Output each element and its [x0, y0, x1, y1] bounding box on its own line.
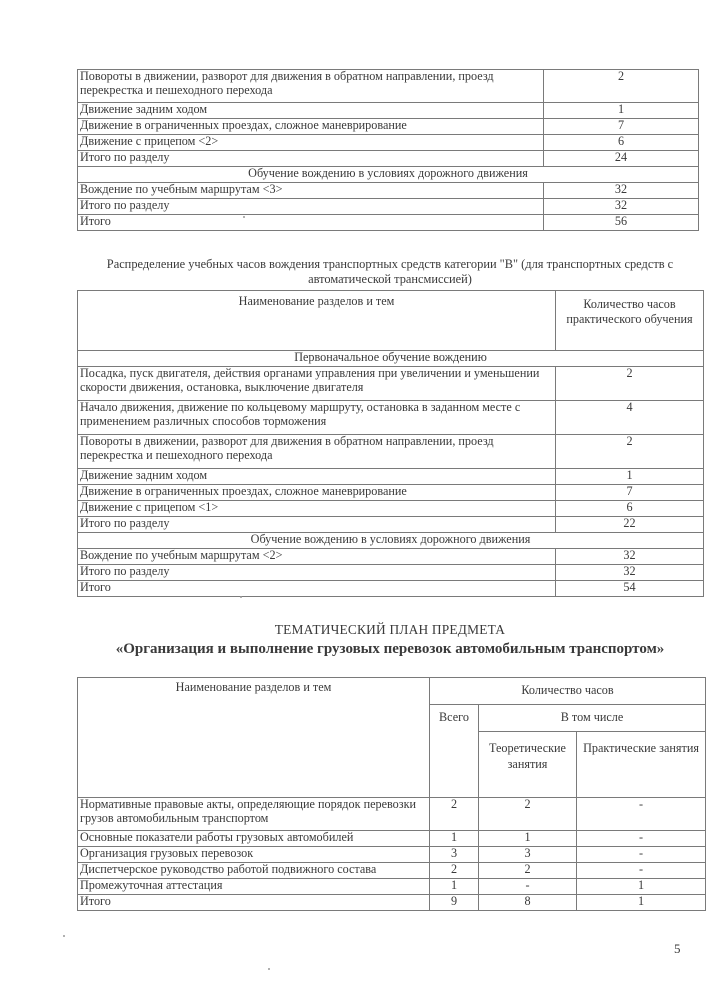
column-header-hours: Количество часов	[430, 678, 706, 705]
table-row	[78, 485, 704, 501]
theory-hours: 3	[479, 847, 577, 863]
hours-value: 6	[556, 501, 704, 517]
hours-value: 7	[544, 119, 699, 135]
topic-name: Промежуточная аттестация	[78, 879, 430, 895]
topic-name: Итого по разделу	[78, 151, 544, 167]
hours-value: 2	[544, 70, 699, 103]
table-row	[78, 895, 706, 911]
topic-name: Итого	[78, 215, 544, 231]
table-row	[78, 119, 699, 135]
practice-hours: 1	[577, 879, 706, 895]
hours-value: 32	[556, 565, 704, 581]
column-header-practical-hours: Количество часов практического обучения	[556, 291, 704, 351]
section-title: Первоначальное обучение вождению	[78, 351, 704, 367]
topic-name: Организация грузовых перевозок	[78, 847, 430, 863]
total-hours: 2	[430, 863, 479, 879]
column-header-sections: Наименование разделов и тем	[78, 291, 556, 351]
topic-name: Повороты в движении, разворот для движения в обратном направлении, проезд перекрестка и пешеходного перехода	[78, 70, 544, 103]
hours-value: 2	[556, 435, 704, 469]
hours-value: 4	[556, 401, 704, 435]
total-hours: 3	[430, 847, 479, 863]
theory-hours: 8	[479, 895, 577, 911]
table-row	[78, 469, 704, 485]
hours-value: 1	[544, 103, 699, 119]
topic-name: Вождение по учебным маршрутам <3>	[78, 183, 544, 199]
table-row	[78, 517, 704, 533]
topic-name: Итого по разделу	[78, 565, 556, 581]
section-row	[78, 167, 699, 183]
column-header-sections: Наименование разделов и тем	[78, 678, 430, 798]
column-header-total: Всего	[430, 705, 479, 798]
theory-hours: 2	[479, 798, 577, 831]
hours-value: 24	[544, 151, 699, 167]
table-row	[78, 879, 706, 895]
topic-name: Начало движения, движение по кольцевому маршруту, остановка в заданном месте с применением различных способов торможения	[78, 401, 556, 435]
driving-hours-table-automatic	[77, 290, 704, 597]
hours-value: 32	[544, 199, 699, 215]
section-title: Обучение вождению в условиях дорожного движения	[78, 167, 699, 183]
topic-name: Основные показатели работы грузовых автомобилей	[78, 831, 430, 847]
table-row	[78, 199, 699, 215]
table-row	[78, 847, 706, 863]
total-hours: 1	[430, 831, 479, 847]
table-row	[78, 70, 699, 103]
table-row	[78, 435, 704, 469]
topic-name: Повороты в движении, разворот для движения в обратном направлении, проезд перекрестка и пешеходного перехода	[78, 435, 556, 469]
table-row	[78, 151, 699, 167]
practice-hours: -	[577, 863, 706, 879]
table-row	[78, 367, 704, 401]
subject-title: «Организация и выполнение грузовых перевозок автомобильным транспортом»	[115, 641, 665, 657]
table-row	[78, 501, 704, 517]
practice-hours: -	[577, 831, 706, 847]
table-row	[78, 135, 699, 151]
table-row	[78, 863, 706, 879]
scan-speck	[63, 935, 65, 937]
hours-value: 2	[556, 367, 704, 401]
table-row	[78, 401, 704, 435]
column-header-theory: Теоретические занятия	[479, 732, 577, 798]
theory-hours: -	[479, 879, 577, 895]
column-header-practice: Практические занятия	[577, 732, 706, 798]
topic-name: Вождение по учебным маршрутам <2>	[78, 549, 556, 565]
scan-speck	[268, 968, 270, 970]
table-row	[78, 831, 706, 847]
topic-name: Итого	[78, 895, 430, 911]
table-row	[78, 103, 699, 119]
theory-hours: 2	[479, 863, 577, 879]
hours-value: 7	[556, 485, 704, 501]
thematic-plan-heading: ТЕМАТИЧЕСКИЙ ПЛАН ПРЕДМЕТА	[274, 622, 506, 637]
topic-name: Диспетчерское руководство работой подвижного состава	[78, 863, 430, 879]
topic-name: Итого по разделу	[78, 199, 544, 215]
table-caption-category-b-automatic: Распределение учебных часов вождения транспортных средств категории "B" (для транспортных средств с автоматической трансмиссией)	[106, 257, 674, 286]
practice-hours: -	[577, 847, 706, 863]
hours-value: 22	[556, 517, 704, 533]
topic-name: Движение в ограниченных проездах, сложное маневрирование	[78, 119, 544, 135]
topic-name: Итого	[78, 581, 556, 597]
hours-value: 1	[556, 469, 704, 485]
topic-name: Движение с прицепом <2>	[78, 135, 544, 151]
hours-value: 54	[556, 581, 704, 597]
table-row	[78, 565, 704, 581]
column-header-including: В том числе	[479, 705, 706, 732]
topic-name: Движение в ограниченных проездах, сложное маневрирование	[78, 485, 556, 501]
table-row	[78, 549, 704, 565]
practice-hours: -	[577, 798, 706, 831]
total-hours: 9	[430, 895, 479, 911]
hours-value: 6	[544, 135, 699, 151]
page-number: 5	[674, 941, 681, 956]
scan-speck	[243, 216, 245, 218]
thematic-plan-table	[77, 677, 706, 911]
topic-name: Движение задним ходом	[78, 103, 544, 119]
section-row	[78, 533, 704, 549]
topic-name: Итого по разделу	[78, 517, 556, 533]
topic-name: Посадка, пуск двигателя, действия органами управления при увеличении и уменьшении скорости движения, остановка, выключение двигателя	[78, 367, 556, 401]
section-row	[78, 351, 704, 367]
hours-value: 56	[544, 215, 699, 231]
table-row	[78, 581, 704, 597]
topic-name: Движение с прицепом <1>	[78, 501, 556, 517]
hours-value: 32	[556, 549, 704, 565]
driving-hours-table-continued	[77, 69, 699, 231]
topic-name: Движение задним ходом	[78, 469, 556, 485]
scan-speck	[240, 596, 242, 598]
total-hours: 2	[430, 798, 479, 831]
topic-name: Нормативные правовые акты, определяющие порядок перевозки грузов автомобильным транспортом	[78, 798, 430, 831]
practice-hours: 1	[577, 895, 706, 911]
hours-value: 32	[544, 183, 699, 199]
table-row	[78, 798, 706, 831]
table-row	[78, 215, 699, 231]
total-hours: 1	[430, 879, 479, 895]
section-title: Обучение вождению в условиях дорожного движения	[78, 533, 704, 549]
theory-hours: 1	[479, 831, 577, 847]
table-row	[78, 183, 699, 199]
